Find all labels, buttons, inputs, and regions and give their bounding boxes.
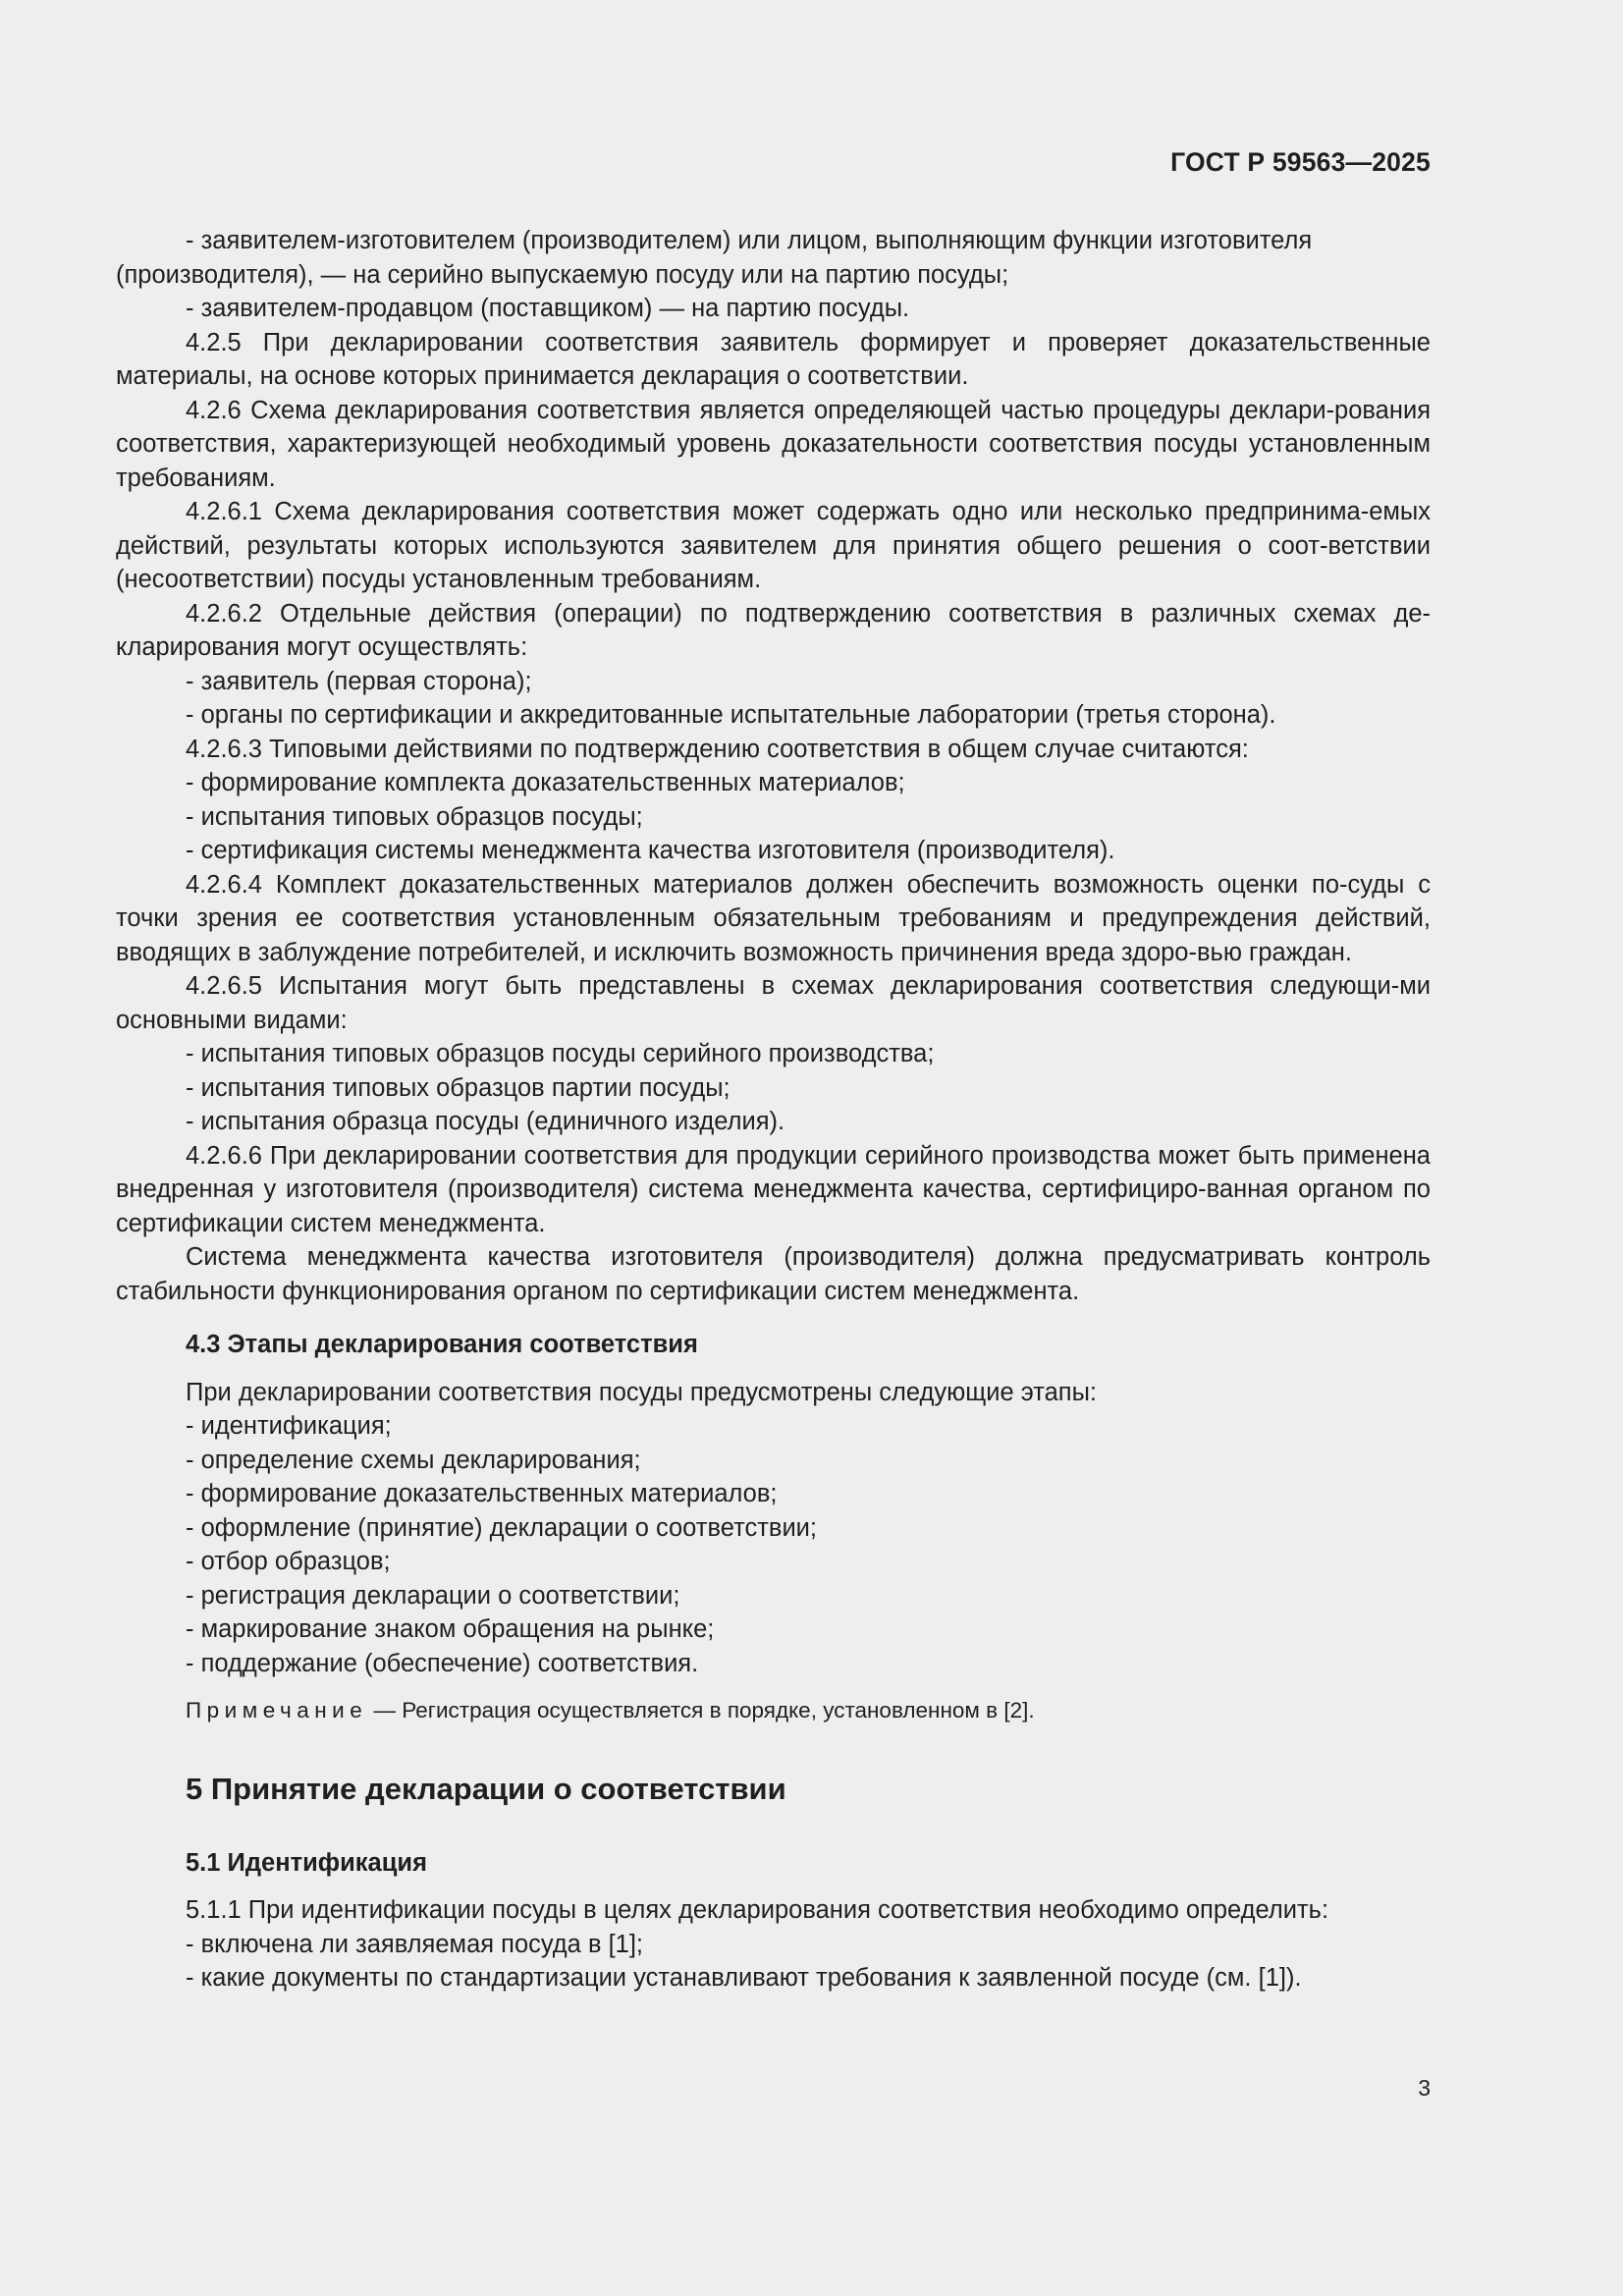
- document-code: ГОСТ Р 59563—2025: [1170, 147, 1431, 177]
- note-label: Примечание: [186, 1698, 368, 1722]
- paragraph-4-2-6-3: 4.2.6.3 Типовыми действиями по подтверждению соответствия в общем случае считаются:: [186, 735, 1249, 763]
- list-item: - испытания типовых образцов партии посуды;: [186, 1073, 730, 1102]
- paragraph-4-2-6-5: 4.2.6.5 Испытания могут быть представлены в схемах декларирования соответствия следующи-ми основными видами:: [116, 972, 1431, 1034]
- paragraph-4-2-6-1: 4.2.6.1 Схема декларирования соответствия может содержать одно или несколько предпринима-емых действий, результаты которых используются заявителем для принятия общего решения о соот-ветствии (несоответствии) посуды установленным требованиям.: [116, 498, 1431, 593]
- note: [186, 1694, 1431, 1728]
- list-item: - заявитель (первая сторона);: [186, 667, 532, 695]
- stage-list-item: - идентификация;: [186, 1412, 392, 1440]
- list-item: - формирование комплекта доказательственных материалов;: [186, 769, 905, 796]
- paragraph-qms: Система менеджмента качества изготовителя (производителя) должна предусматривать контроль стабильности функционирования органом по сертификации систем менеджмента.: [116, 1243, 1431, 1305]
- stage-list-item: - маркирование знаком обращения на рынке;: [186, 1615, 715, 1643]
- list-item: - органы по сертификации и аккредитованные испытательные лаборатории (третья сторона).: [186, 701, 1276, 729]
- section-heading-5-1: 5.1 Идентификация: [186, 1848, 427, 1877]
- list-item: - испытания типовых образцов посуды;: [186, 802, 643, 831]
- stage-list-item: - оформление (принятие) декларации о соответствии;: [186, 1513, 818, 1542]
- paragraph-5-1-1: 5.1.1 При идентификации посуды в целях декларирования соответствия необходимо определить:: [186, 1896, 1329, 1924]
- list-item: - сертификация системы менеджмента качества изготовителя (производителя).: [186, 837, 1115, 864]
- stage-list-item: - регистрация декларации о соответствии;: [186, 1581, 680, 1610]
- list-item: - заявителем-продавцом (поставщиком) — на партию посуды.: [186, 295, 910, 322]
- section-heading-5: 5 Принятие декларации о соответствии: [186, 1771, 786, 1806]
- paragraph-4-2-5: 4.2.5 При декларировании соответствия заявитель формирует и проверяет доказательственные материалы, на основе которых принимается декларация о соответствии.: [116, 328, 1431, 390]
- identification-list-item: - включена ли заявляемая посуда в [1];: [186, 1930, 644, 1958]
- page-number: 3: [1418, 2075, 1431, 2101]
- stage-list-item: - поддержание (обеспечение) соответствия.: [186, 1649, 699, 1677]
- paragraph-4-2-6-6: 4.2.6.6 При декларировании соответствия для продукции серийного производства может быть применена внедренная у изготовителя (производителя) система менеджмента качества, сертифициро-ванная органом по сертификации систем менеджмента.: [116, 1141, 1431, 1237]
- list-item-continuation: (производителя), — на серийно выпускаемую посуду или на партию посуды;: [116, 260, 1009, 289]
- section-heading-4-3: 4.3 Этапы декларирования соответствия: [186, 1331, 698, 1358]
- list-item: - заявителем-изготовителем (производителем) или лицом, выполняющим функции изготовителя: [186, 227, 1313, 254]
- stage-list-item: - отбор образцов;: [186, 1548, 391, 1575]
- stage-list-item: - формирование доказательственных материалов;: [186, 1480, 778, 1507]
- document-body: [116, 224, 1431, 1995]
- stage-list-item: - определение схемы декларирования;: [186, 1446, 641, 1474]
- list-item: - испытания образца посуды (единичного изделия).: [186, 1108, 785, 1135]
- paragraph-4-2-6-2: 4.2.6.2 Отдельные действия (операции) по подтверждению соответствия в различных схемах де-кларирования могут осуществлять:: [116, 599, 1431, 661]
- identification-list-item: - какие документы по стандартизации устанавливают требования к заявленной посуде (см. [1]).: [186, 1964, 1302, 1992]
- list-item: - испытания типовых образцов посуды серийного производства;: [186, 1040, 935, 1067]
- note-text: — Регистрация осуществляется в порядке, установленном в [2].: [367, 1698, 1035, 1722]
- section-4-3-intro: При декларировании соответствия посуды предусмотрены следующие этапы:: [186, 1378, 1097, 1406]
- paragraph-4-2-6: 4.2.6 Схема декларирования соответствия является определяющей частью процедуры деклари-рования соответствия, характеризующей необходимый уровень доказательности соответствия посуды установленным требованиям.: [116, 396, 1431, 492]
- paragraph-4-2-6-4: 4.2.6.4 Комплект доказательственных материалов должен обеспечить возможность оценки по-суды с точки зрения ее соответствия установленным обязательным требованиям и предупреждения действий, вводящих в заблуждение потребителей, и исключить возможность причинения вреда здоро-вью граждан.: [116, 870, 1431, 966]
